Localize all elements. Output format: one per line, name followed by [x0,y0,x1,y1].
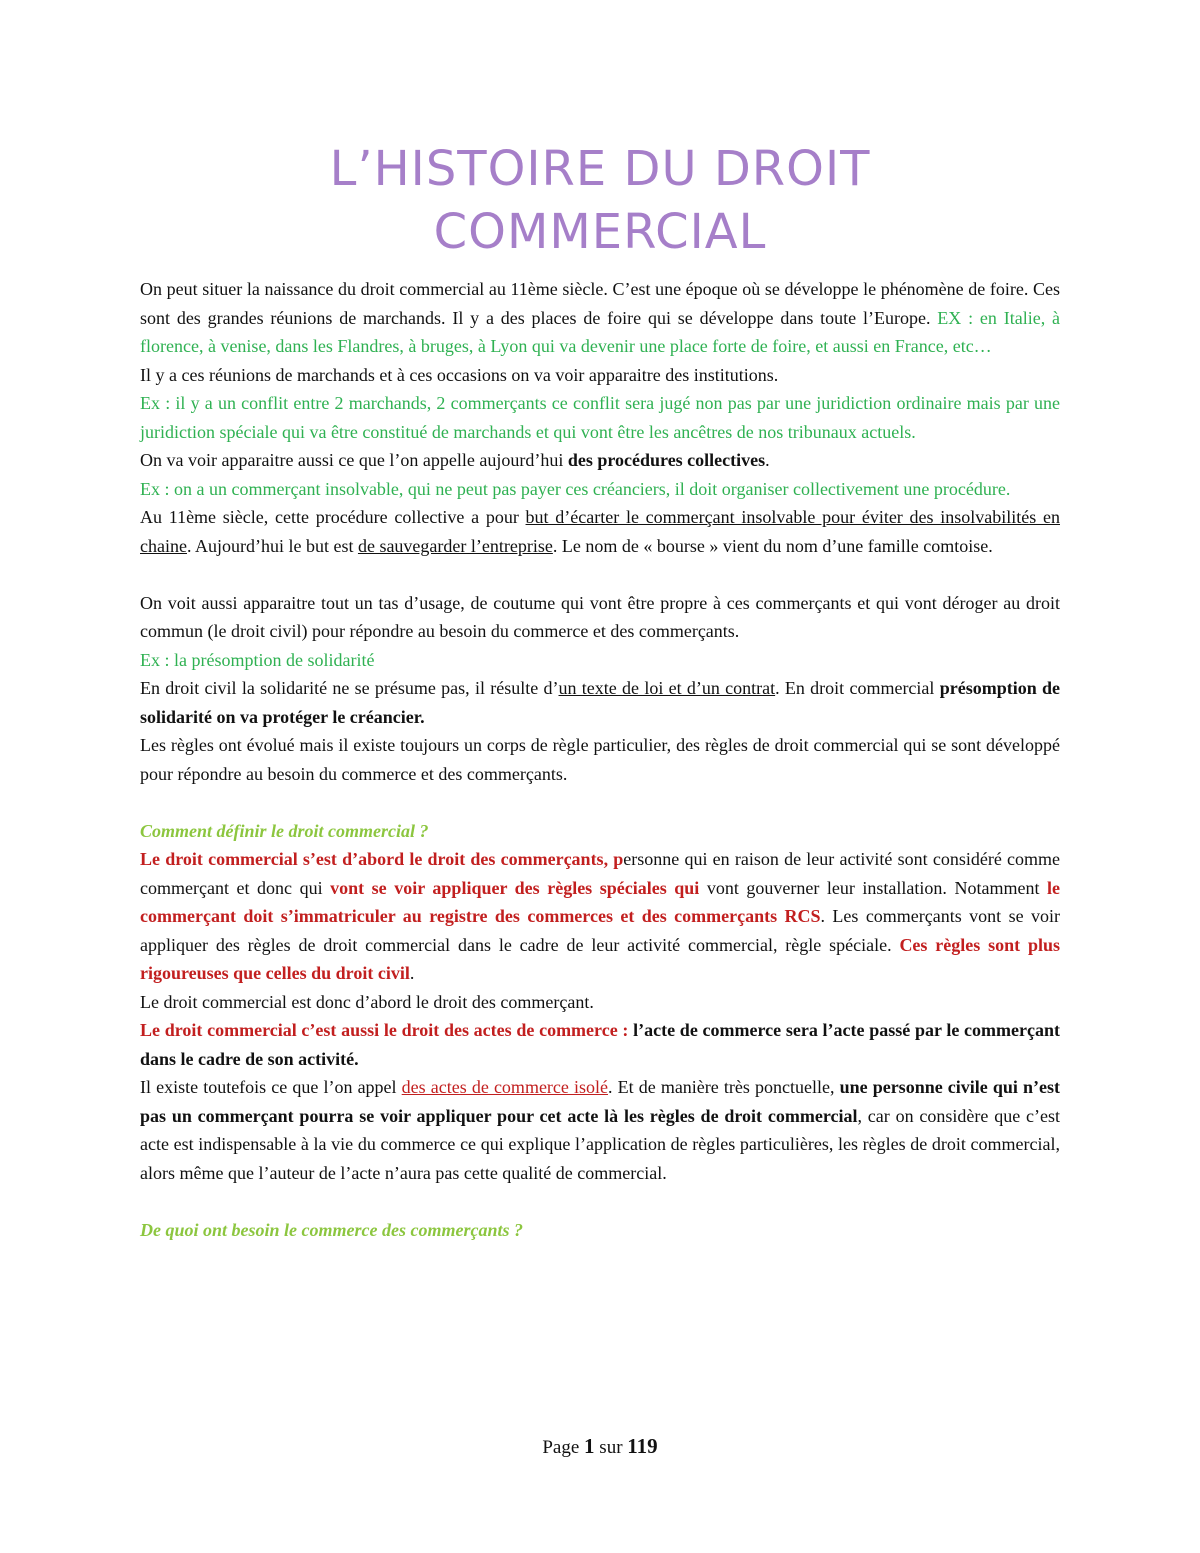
document-title [0,138,1200,264]
title-line-1: L’HISTOIRE DU DROIT [329,141,871,197]
section-heading-definir: Comment définir le droit commercial ? [140,820,429,841]
example-juridiction: Ex : il y a un conflit entre 2 marchands, 2 commerçants ce conflit sera jugé non pas par une juridiction ordinaire mais par une juridiction spéciale qui va être constitué de marchands et qui vont être les ancêtres de nos tribunaux actuels. [140,393,1060,442]
paragraph-foires: On peut situer la naissance du droit commercial au 11ème siècle. C’est une époque où se développe le phénomène de foire. Ces sont des grandes réunions de marchands. Il y a des places de foire qui se développe dans toute l’Europe. EX : en Italie, à florence, à venise, dans les Flandres, à bruges, à Lyon qui va devenir une place forte de foire, et aussi en France, etc… [140,279,1060,356]
emphasis-text: le commerçant doit s’immatriculer au registre des commerces et des commerçants RCS [140,877,1060,926]
underlined-text: de sauvegarder l’entreprise [357,535,553,556]
blank-line [140,560,1060,589]
underlined-text: but d’écarter le commerçant insolvable pour éviter des insolvabilités en chaine [140,507,1060,556]
example-solidarite: Ex : la présomption de solidarité [140,649,375,670]
blank-line [140,1187,1060,1216]
blank-line [140,788,1060,817]
paragraph-droit-civil: En droit civil la solidarité ne se présume pas, il résulte d’un texte de loi et d’un contrat. En droit commercial présomption de solidarité on va protéger le créancier. [140,678,1060,727]
bold-text: une personne civile qui n’est pas un commerçant pourra se voir appliquer pour cet acte là les règles de droit commercial [140,1077,1061,1126]
emphasis-text: Le droit commercial c’est aussi le droit des actes de commerce : [140,1020,629,1040]
paragraph-conclusion-commercants: Le droit commercial est donc d’abord le droit des commerçant. [140,991,594,1012]
bold-text: des procédures collectives [567,450,766,470]
page-total: 119 [627,1434,658,1458]
paragraph-usages: On voit aussi apparaitre tout un tas d’usage, de coutume qui vont être propre à ces commerçants et qui vont déroger au droit commun (le droit civil) pour répondre au besoin du commerce et des commerçants. [140,592,1060,641]
emphasis-text: Ces règles sont plus rigoureuses que celles du droit civil [140,934,1060,983]
page-footer: Page 1 sur 119 [542,1434,658,1458]
emphasis-underlined-text: des actes de commerce isolé [401,1077,609,1097]
underlined-text: un texte de loi et d’un contrat [558,678,776,698]
bold-text: l’acte de commerce sera l’acte passé par le commerçant dans le cadre de son activité. [140,1020,1061,1069]
title-line-2: COMMERCIAL [433,204,767,260]
example-text: EX : en Italie, à florence, à venise, dans les Flandres, à bruges, à Lyon qui va devenir une place forte de foire, et aussi en France, etc… [140,307,1060,356]
paragraph-11e-siecle: Au 11ème siècle, cette procédure collective a pour but d’écarter le commerçant insolvable pour éviter des insolvabilités en chaine. Aujourd’hui le but est de sauvegarder l’entreprise. Le nom de « bourse » vient du nom d’une famille comtoise. [140,507,1060,556]
paragraph-actes-isoles: Il existe toutefois ce que l’on appel des actes de commerce isolé. Et de manière très ponctuelle, une personne civile qui n’est pas un commerçant pourra se voir appliquer pour cet acte là les règles de droit commercial, car on considère que c’est acte est indispensable à la vie du commerce ce qui explique l’application de règles particulières, les règles de droit commercial, alors même que l’auteur de l’acte n’aura pas cette qualité de commercial. [140,1077,1061,1183]
page-number: 1 [584,1434,595,1458]
document-body [140,275,1060,1244]
paragraph-droit-des-commercants: Le droit commercial s’est d’abord le droit des commerçants, personne qui en raison de leur activité sont considéré comme commerçant et donc qui vont se voir appliquer des règles spéciales qui vont gouverner leur installation. Notamment le commerçant doit s’immatriculer au registre des commerces et des commerçants RCS. Les commerçants vont se voir appliquer des règles de droit commercial dans le cadre de leur activité commercial, règle spéciale. Ces règles sont plus rigoureuses que celles du droit civil. [140,849,1060,983]
section-heading-besoin: De quoi ont besoin le commerce des commerçants ? [140,1219,523,1240]
bold-text: présomption de solidarité on va protéger le créancier. [140,678,1060,727]
paragraph-actes-de-commerce [140,1016,1060,1073]
paragraph-regles: Les règles ont évolué mais il existe toujours un corps de règle particulier, des règles de droit commercial qui se sont développé pour répondre au besoin du commerce et des commerçants. [140,735,1060,784]
paragraph-procedures: On va voir apparaitre aussi ce que l’on appelle aujourd’hui des procédures collectives. [140,450,770,470]
emphasis-text: vont se voir appliquer des règles spéciales qui [330,877,700,898]
paragraph-institutions: Il y a ces réunions de marchands et à ces occasions on va voir apparaitre des institutions. [140,364,779,385]
emphasis-text: Le droit commercial s’est d’abord le droit des commerçants, p [140,849,624,869]
example-insolvable: Ex : on a un commerçant insolvable, qui ne peut pas payer ces créanciers, il doit organiser collectivement une procédure. [140,478,1011,499]
